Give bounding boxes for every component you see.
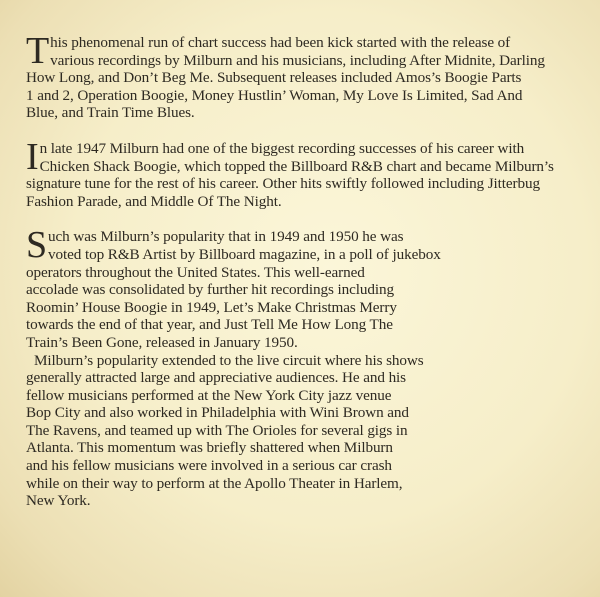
liner-notes-page	[26, 30, 586, 510]
paragraph-spacer	[26, 210, 586, 228]
paragraph-chicken-shack	[26, 135, 586, 210]
paragraph-chart-success	[26, 30, 586, 122]
paragraph-spacer	[26, 122, 586, 140]
paragraph-text: uch was Milburn’s popularity that in 1949 and 1950 he was voted top R&B Artist by Billboard magazine, in a poll of jukebox operators throughout the United States. This well-earned accolade was consolidated by further hit recordings including Roomin’ House Boogie in 1949, Let’s Make Christmas Merry towards the end of that year, and Just Tell Me How Long The Train’s Been Gone, released in January 1950.	[26, 228, 441, 351]
paragraph-text: Milburn’s popularity extended to the live circuit where his shows generally attracted large and appreciative audiences. He and his fellow musicians performed at the New York City jazz venue Bop City and also worked in Philadelphia with Wini Brown and The Ravens, and teamed up with The Orioles for several gigs in Atlanta. This momentum was briefly shattered when Milburn and his fellow musicians were involved in a serious car crash while on their way to perform at the Apollo Theater in Harlem, New York.	[26, 351, 424, 510]
drop-cap: S	[26, 224, 48, 267]
drop-cap: I	[26, 135, 39, 178]
paragraph-text: n late 1947 Milburn had one of the biggest recording successes of his career with Chicken Shack Boogie, which topped the Billboard R&B chart and became Milburn’s signature tune for the rest of his career. Other hits swiftly followed including Jitterbug Fashion Parade, and Middle Of The Night.	[26, 139, 554, 210]
drop-cap: T	[26, 30, 50, 72]
paragraph-popularity	[26, 224, 586, 351]
paragraph-live-circuit	[26, 352, 586, 510]
paragraph-text: his phenomenal run of chart success had been kick started with the release of various recordings by Milburn and his musicians, including After Midnite, Darling How Long, and Don’t Beg Me. Subsequent releases included Amos’s Boogie Parts 1 and 2, Operation Boogie, Money Hustlin’ Woman, My Love Is Limited, Sad And Blue, and Train Time Blues.	[26, 34, 545, 122]
